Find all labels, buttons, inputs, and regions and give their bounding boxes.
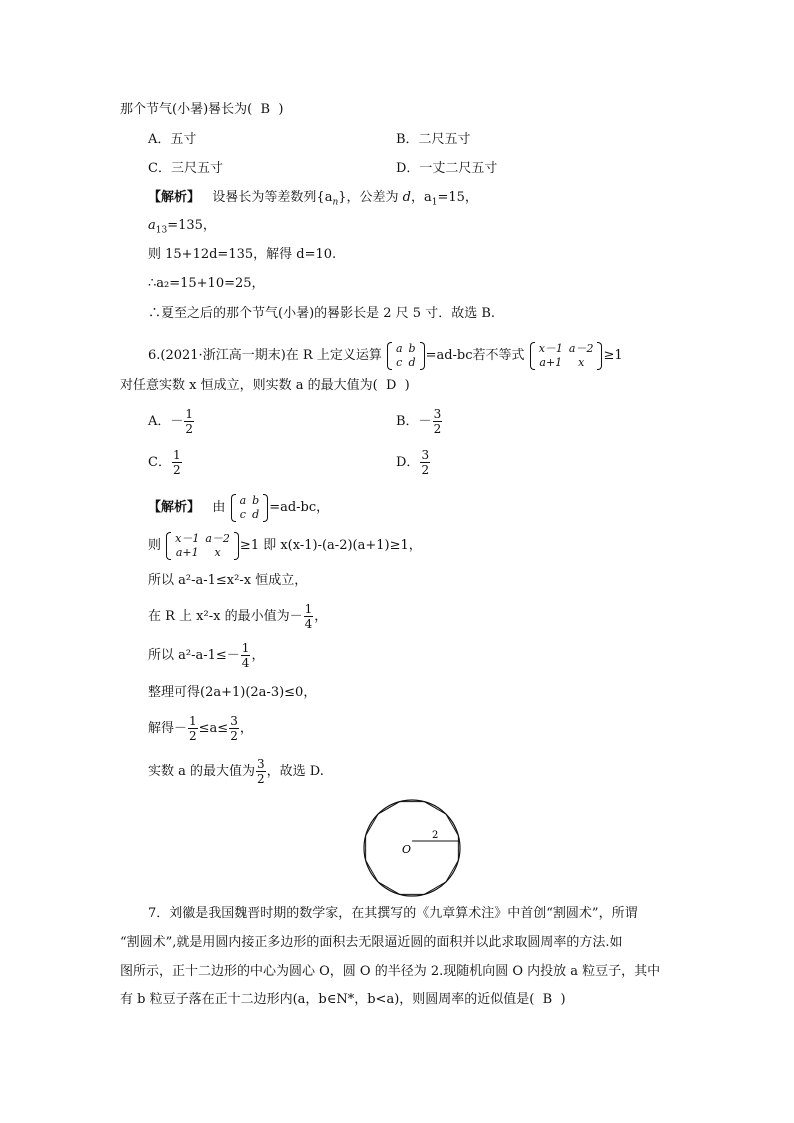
q6-analysis-line-8 — [148, 756, 324, 788]
q5-option-a: A．五寸 — [148, 132, 197, 147]
q6-stem-a: 6.(2021·浙江高一期末)在 R 上定义运算 — [148, 348, 382, 363]
opt-d-den: 2 — [421, 463, 430, 477]
radius-label: 2 — [432, 830, 439, 841]
q5-analysis-line-2 — [148, 217, 216, 240]
q5-a2-b: =135， — [167, 218, 216, 233]
q6-a4-frac — [304, 602, 314, 631]
opt-c-frac — [172, 448, 182, 477]
mat-a: a — [395, 341, 403, 355]
opt-c-num: 1 — [172, 448, 181, 462]
amat2-b: a－2 — [205, 531, 230, 545]
q6-analysis-line-4 — [148, 601, 327, 633]
amat-d: d — [252, 507, 260, 521]
q6-option-d — [396, 446, 431, 480]
q6-a4-a: 在 R 上 x²-x 的最小值为－ — [148, 609, 303, 624]
q6-determinant — [386, 342, 426, 370]
mat2-b: a－2 — [568, 341, 594, 355]
q6-answer: D — [385, 378, 397, 393]
q5-stem — [120, 101, 283, 119]
q5-a1-c: ，a — [411, 190, 432, 205]
amat-c: c — [239, 507, 246, 521]
q7-close: ) — [560, 992, 566, 1007]
q6-analysis-line-7 — [148, 713, 253, 745]
q7-line-2: “割圆术”,就是用圆内接正多边形的面积去无限逼近圆的面积并以此求取圆周率的方法.如 — [120, 935, 623, 950]
q6-a7-b: ≤a≤ — [198, 721, 229, 736]
q5-a2-sub: 13 — [155, 225, 168, 236]
q5-a2-a: a — [148, 218, 156, 233]
q6-a7-frac2 — [229, 714, 239, 743]
q5-a1-text: 设晷长为等差数列{a — [212, 190, 333, 205]
q6-a8-num: 3 — [257, 757, 265, 771]
q6-determinant-2 — [529, 342, 604, 370]
q6-a4-b: ， — [314, 609, 328, 624]
dodecagon — [366, 802, 459, 895]
q5-close: ) — [278, 102, 284, 117]
q5-answer: B — [260, 102, 271, 117]
q6-stem-line-1 — [148, 340, 623, 372]
q5-analysis-line-3: 则 15+12d=135，解得 d=10. — [148, 247, 337, 262]
q6-a1-a: 由 — [212, 500, 226, 515]
q6-stem2-text: 对任意实数 x 恒成立，则实数 a 的最大值为( — [120, 378, 378, 393]
q6-a4-num: 1 — [304, 602, 313, 616]
opt-b-label: B．－ — [396, 414, 432, 429]
q5-a1-d: d — [402, 190, 411, 205]
opt-d-label: D． — [396, 455, 420, 470]
q5-analysis-line-5: ∴夏至之后的那个节气(小暑)的晷影长是 2 尺 5 寸．故选 B. — [148, 306, 496, 321]
mat2-a: x－1 — [538, 341, 563, 355]
mat2-c: a+1 — [539, 355, 563, 369]
q5-analysis-line-1 — [148, 189, 478, 212]
q6-option-b — [396, 405, 443, 439]
q6-a8-den: 2 — [257, 772, 265, 786]
q6-a7-num2: 3 — [230, 714, 238, 728]
q7-line-3: 图所示，正十二边形的中心为圆心 O，圆 O 的半径为 2.现随机向圆 O 内投放 a 粒豆子，其中 — [120, 964, 661, 979]
q6-a5-a: 所以 a²-a-1≤－ — [148, 648, 240, 663]
q6-a8-a: 实数 a 的最大值为 — [148, 764, 256, 779]
q5-a1-sub: n — [332, 197, 339, 208]
opt-a-label: A．－ — [148, 414, 184, 429]
opt-d-frac — [420, 448, 430, 477]
q5-a1-e: =15， — [437, 190, 478, 205]
q6-analysis-line-1 — [148, 492, 329, 524]
amat2-d: x — [214, 545, 221, 559]
opt-c-label: C． — [148, 455, 171, 470]
q6-a7-a: 解得－ — [148, 721, 188, 736]
q6-a8-b: ，故选 D. — [266, 764, 324, 779]
center-label: O — [402, 843, 412, 856]
opt-c-den: 2 — [172, 463, 181, 477]
q6-a7-c: ， — [239, 721, 253, 736]
q6-a4-den: 4 — [304, 617, 313, 631]
amat2-a: x－1 — [175, 531, 200, 545]
opt-b-frac — [433, 407, 443, 436]
q5-stem-text: 那个节气(小暑)晷长为( — [120, 102, 253, 117]
analysis-tag: 【解析】 — [148, 190, 201, 205]
opt-d-num: 3 — [421, 448, 430, 462]
q6-stem-c: ≥1 — [603, 348, 623, 363]
amat2-c: a+1 — [175, 545, 199, 559]
q5-a1-b: }，公差为 — [338, 190, 399, 205]
mat-c: c — [396, 355, 403, 369]
q6-a7-num1: 1 — [189, 714, 197, 728]
q6-a5-frac — [241, 641, 251, 670]
q7-line-1: 7．刘徽是我国魏晋时期的数学家，在其撰写的《九章算术注》中首创“割圆术”，所谓 — [148, 906, 638, 921]
q6-analysis-line-3: 所以 a²-a-1≤x²-x 恒成立， — [148, 573, 308, 588]
opt-a-den: 2 — [185, 422, 194, 436]
q6-analysis-determinant — [230, 494, 270, 522]
q6-a7-den1: 2 — [189, 729, 197, 743]
q6-a5-den: 4 — [241, 656, 250, 670]
amat-b: b — [252, 493, 260, 507]
q6-stem-b: =ad-bc若不等式 — [425, 348, 525, 363]
q7-line-4 — [120, 991, 566, 1009]
q6-close: ) — [404, 378, 410, 393]
q5-a1-sub2: 1 — [431, 197, 438, 208]
q5-option-b: B．二尺五寸 — [396, 132, 471, 147]
opt-b-num: 3 — [433, 407, 442, 421]
amat-a: a — [239, 493, 247, 507]
opt-a-num: 1 — [185, 407, 194, 421]
opt-a-frac — [184, 407, 194, 436]
q6-stem-line-2 — [120, 377, 410, 395]
opt-b-den: 2 — [433, 422, 442, 436]
q6-analysis-line-2 — [148, 530, 422, 562]
q6-a5-num: 1 — [241, 641, 250, 655]
mat-b: b — [408, 341, 416, 355]
q6-a8-frac — [256, 757, 266, 786]
q6-option-a — [148, 405, 195, 439]
q5-option-c: C．三尺五寸 — [148, 161, 223, 176]
q7-l4-text: 有 b 粒豆子落在正十二边形内(a，b∈N*，b<a)，则圆周率的近似值是( — [120, 992, 535, 1007]
q6-a2-b: ≥1 即 x(x-1)-(a-2)(a+1)≥1， — [239, 538, 422, 553]
q6-option-c — [148, 446, 183, 480]
mat2-d: x — [578, 355, 585, 369]
q6-analysis-line-6: 整理可得(2a+1)(2a-3)≤0， — [148, 685, 317, 700]
q6-a2-a: 则 — [148, 538, 162, 553]
circle-dodecagon-figure — [356, 792, 468, 904]
analysis-tag-2: 【解析】 — [148, 500, 201, 515]
q6-a7-frac1 — [188, 714, 198, 743]
q7-answer: B — [542, 992, 553, 1007]
q5-option-d: D．一丈二尺五寸 — [396, 161, 498, 176]
q6-a1-b: =ad-bc， — [269, 500, 330, 515]
q6-a5-b: ， — [251, 648, 265, 663]
q6-analysis-determinant-2 — [165, 532, 240, 560]
q5-analysis-line-4: ∴a₂=15+10=25， — [148, 276, 265, 291]
q6-analysis-line-5 — [148, 640, 264, 672]
mat-d: d — [408, 355, 416, 369]
q6-a7-den2: 2 — [230, 729, 238, 743]
